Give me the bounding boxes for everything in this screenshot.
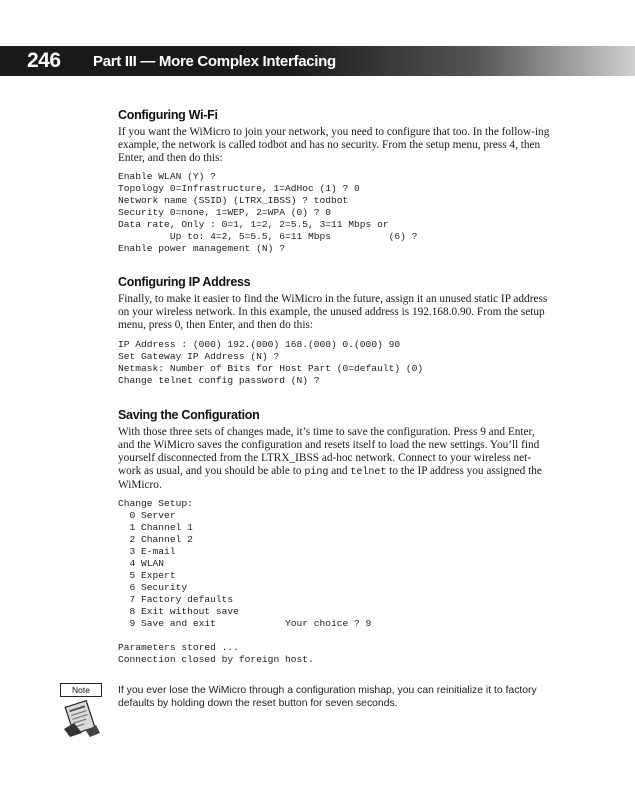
section-heading: Configuring IP Address xyxy=(118,275,251,290)
paragraph-text: and xyxy=(331,464,348,477)
code-listing: Enable WLAN (Y) ? Topology 0=Infrastructure, 1=AdHoc (1) ? 0 Network name (SSID) (LTRX_IBSS) ? todbot Security 0=none, 1=WEP, 2=WPA (0) ? 0 Data rate, Only : 0=1, 1=2, 2=5.5, 3=11 Mbps or Up to: 4=2, 5=5.5, 6=11 Mbps (6) ? Enable power management (N) ? xyxy=(118,171,418,255)
section-heading: Saving the Configuration xyxy=(118,407,260,422)
section-configuring-ip-address xyxy=(118,275,550,386)
page-content xyxy=(118,108,550,666)
section-heading: Configuring Wi-Fi xyxy=(118,108,218,122)
paragraph-text: With those three sets of changes made, it’s time to save the configuration. Press 9 and Enter, and the WiMicro saves the configuration and resets itself to load the new settings. You’ll find yourself disconnected from the LTRX_IBSS ad-hoc network. Connect to your wireless net-work as usual, and you should be able to xyxy=(118,425,540,477)
section-saving-configuration xyxy=(118,408,550,666)
part-title: Part III — More Complex Interfacing xyxy=(93,53,336,70)
note-label: Note xyxy=(60,683,102,697)
code-listing: Change Setup: 0 Server 1 Channel 1 2 Channel 2 3 E-mail 4 WLAN 5 Expert 6 Security 7 Factory defaults 8 Exit without save 9 Save and exit Your choice ? 9 Parameters stored ... Connection closed by foreign host. xyxy=(118,498,372,666)
note-text: If you ever lose the WiMicro through a configuration mishap, you can reinitialize it to factory defaults by holding down the reset button for seven seconds. xyxy=(118,685,537,710)
page-number: 246 xyxy=(27,49,61,72)
section-configuring-wifi xyxy=(118,108,550,255)
inline-code-ping: ping xyxy=(304,466,329,478)
code-listing: IP Address : (000) 192.(000) 168.(000) 0.(000) 90 Set Gateway IP Address (N) ? Netmask: Number of Bits for Host Part (0=default) (0) Change telnet config password (N) ? xyxy=(118,338,424,386)
note-pad-icon xyxy=(60,697,102,737)
paragraph-text: to the IP address you assigned the WiMicro. xyxy=(118,464,542,491)
inline-code-telnet: telnet xyxy=(350,466,387,478)
section-paragraph xyxy=(118,426,550,492)
section-paragraph: Finally, to make it easier to find the WiMicro in the future, assign it an unused static IP address on your wireless network. In this example, the unused address is 192.168.0.90. From the setup menu, press 0, then Enter, and then do this: xyxy=(118,293,548,332)
section-paragraph: If you want the WiMicro to join your network, you need to configure that too. In the follow-ing example, the network is called todbot and has no security. From the setup menu, press 4, then Enter, and then do this: xyxy=(118,126,550,165)
